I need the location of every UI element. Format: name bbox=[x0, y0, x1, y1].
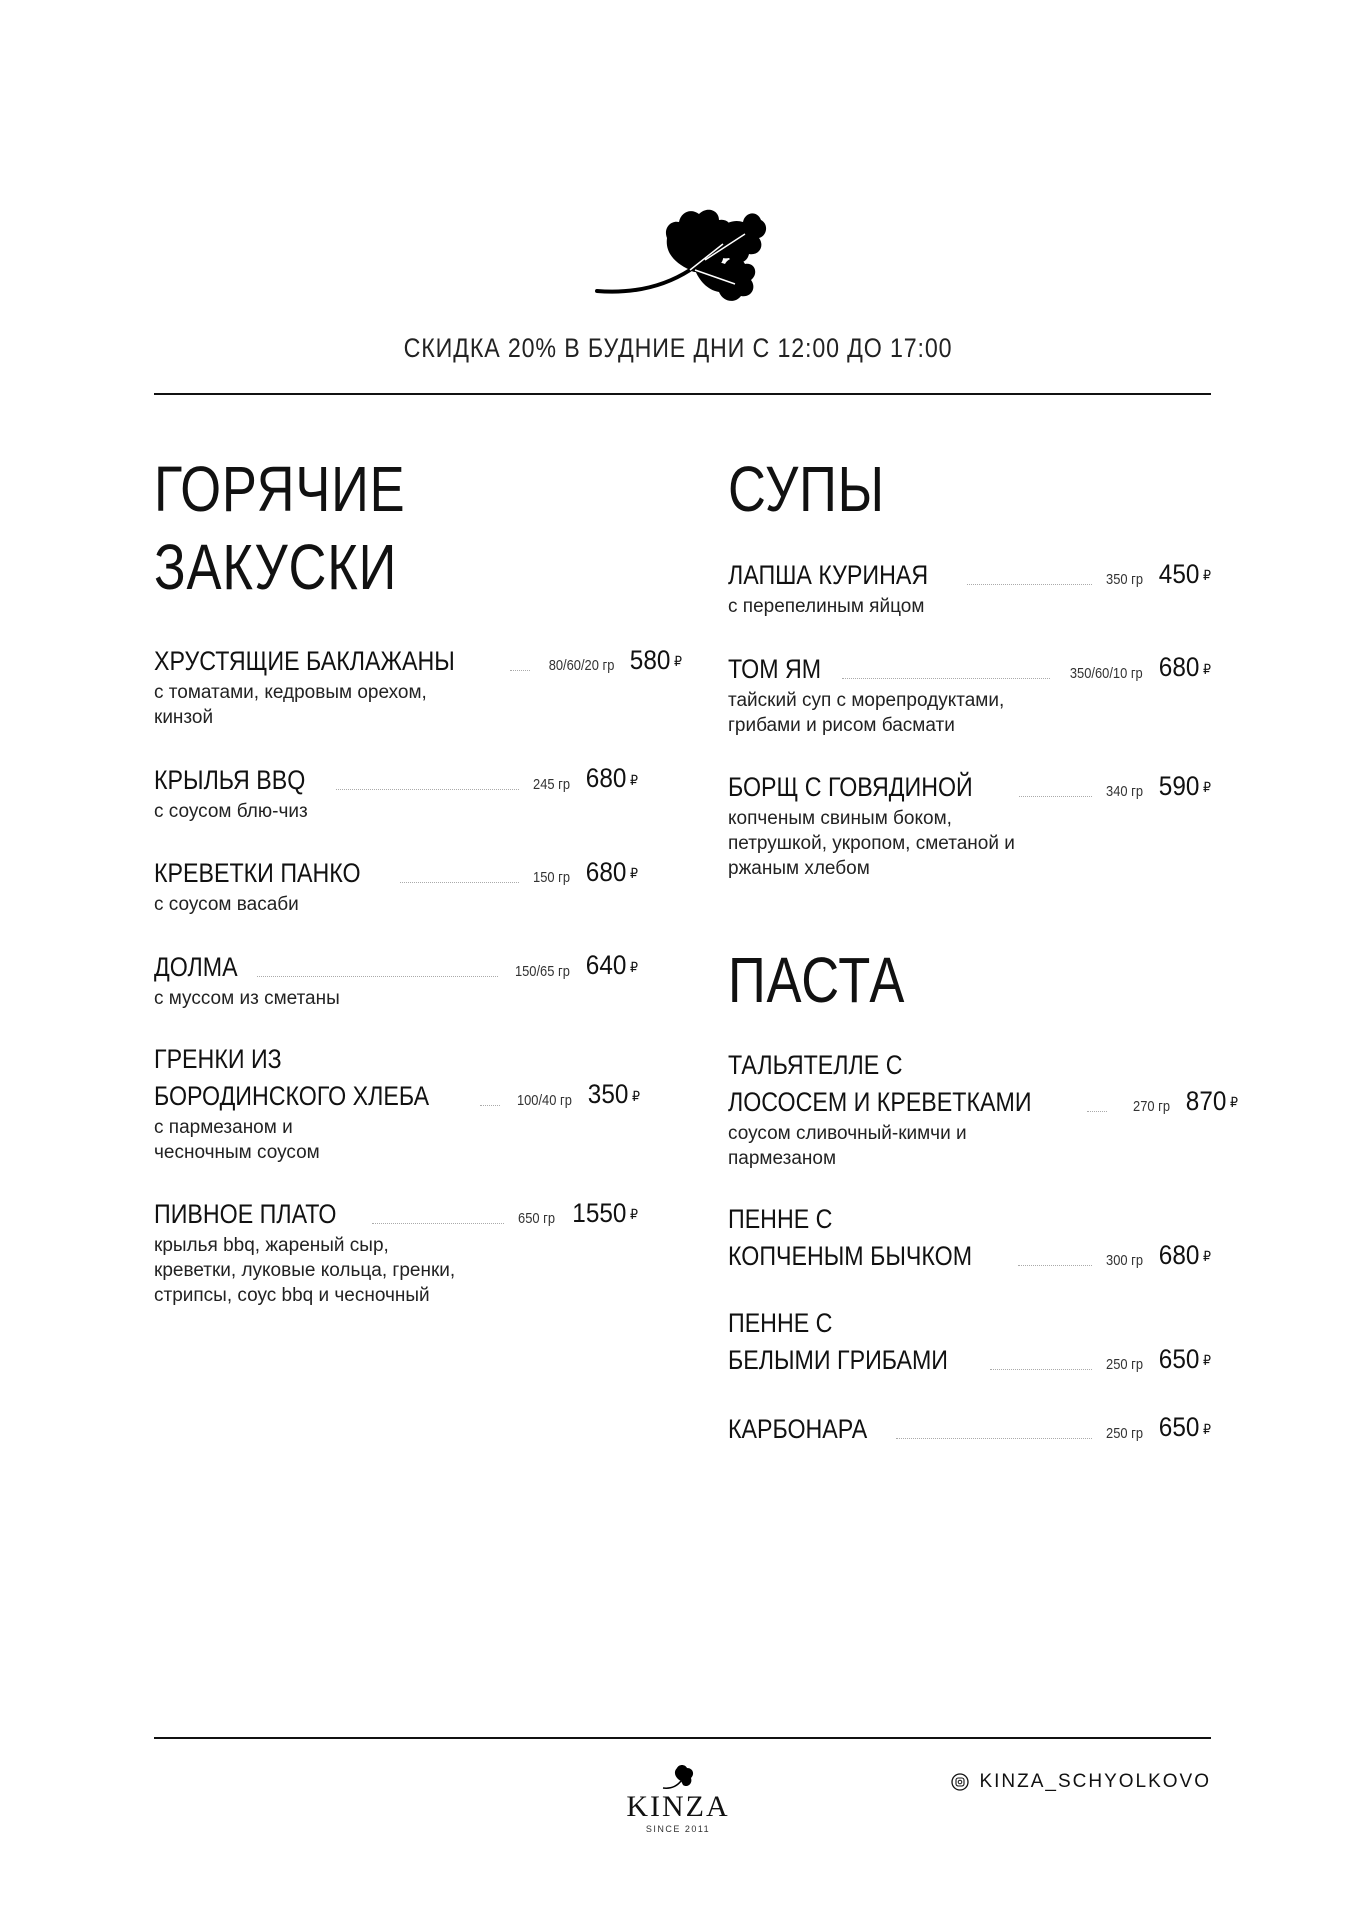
menu-item bbox=[728, 1305, 1211, 1379]
menu-item-weight: 270 гр bbox=[1132, 1098, 1170, 1116]
dot-leader bbox=[336, 789, 519, 790]
menu-item-price bbox=[588, 1076, 640, 1114]
menu-item bbox=[728, 556, 1211, 619]
ruble-sign: ₽ bbox=[1202, 1420, 1211, 1437]
menu-item-price bbox=[586, 760, 638, 798]
dot-leader bbox=[990, 1369, 1092, 1370]
menu-item-name bbox=[728, 1047, 1081, 1121]
menu-item-name-line: КРЕВЕТКИ ПАНКО bbox=[154, 858, 361, 889]
menu-item-weight: 300 гр bbox=[1106, 1252, 1144, 1270]
menu-item bbox=[154, 854, 638, 917]
price-value: 1550 bbox=[572, 1197, 627, 1228]
menu-item-name bbox=[154, 643, 504, 680]
instagram-icon bbox=[951, 1773, 969, 1791]
menu-item-name-line: ДОЛМА bbox=[154, 951, 238, 982]
menu-item bbox=[154, 1195, 638, 1308]
menu-item-weight: 100/40 гр bbox=[516, 1091, 572, 1109]
menu-item-name-line: КОПЧЕНЫМ БЫЧКОМ bbox=[728, 1241, 973, 1272]
menu-item-description bbox=[154, 1115, 638, 1165]
menu-item-name bbox=[728, 651, 836, 688]
description-line: с томатами, кедровым орехом, bbox=[154, 682, 427, 704]
menu-item-weight: 350 гр bbox=[1106, 571, 1144, 589]
menu-item-row bbox=[728, 649, 1211, 687]
menu-item-name-line: ТАЛЬЯТЕЛЛЕ С bbox=[728, 1050, 903, 1081]
ruble-sign: ₽ bbox=[629, 771, 638, 788]
cilantro-leaf-icon bbox=[595, 198, 767, 306]
leaf-icon bbox=[661, 1762, 695, 1792]
menu-item-row bbox=[154, 1041, 638, 1115]
title-line: ЗАКУСКИ bbox=[154, 531, 398, 603]
ruble-sign: ₽ bbox=[1202, 1352, 1211, 1369]
ruble-sign: ₽ bbox=[674, 653, 683, 670]
menu-item-row bbox=[154, 947, 638, 985]
description-line: тайский суп с морепродуктами, bbox=[728, 689, 1005, 711]
menu-item-row bbox=[154, 1195, 638, 1233]
description-line: чесночным соусом bbox=[154, 1141, 320, 1163]
price-value: 680 bbox=[1158, 652, 1200, 683]
dot-leader bbox=[896, 1438, 1092, 1439]
ruble-sign: ₽ bbox=[1202, 779, 1211, 796]
menu-list-pasta bbox=[728, 1047, 1238, 1447]
dot-leader bbox=[400, 882, 519, 883]
dot-leader bbox=[480, 1105, 500, 1106]
description-line: стрипсы, соус bbq и чесночный bbox=[154, 1284, 430, 1306]
menu-item-weight: 350/60/10 гр bbox=[1070, 664, 1144, 682]
menu-item bbox=[154, 947, 638, 1010]
price-value: 870 bbox=[1185, 1085, 1227, 1116]
menu-item-price bbox=[586, 854, 638, 892]
kinza-logo bbox=[618, 1762, 738, 1848]
menu-item-weight: 245 гр bbox=[533, 775, 571, 793]
price-value: 680 bbox=[1158, 1239, 1200, 1270]
menu-item-name-line: ХРУСТЯЩИЕ БАКЛАЖАНЫ bbox=[154, 646, 455, 677]
menu-item-name-line: ЛОСОСЕМ И КРЕВЕТКАМИ bbox=[728, 1087, 1032, 1118]
price-value: 350 bbox=[587, 1079, 629, 1110]
description-line: петрушкой, укропом, сметаной и bbox=[728, 833, 1015, 855]
title-line: ГОРЯЧИЕ bbox=[154, 453, 406, 525]
menu-item bbox=[728, 1409, 1211, 1447]
menu-item bbox=[728, 649, 1211, 737]
description-line: пармезаном bbox=[728, 1148, 837, 1170]
description-line: соусом сливочный-кимчи и bbox=[728, 1123, 967, 1145]
menu-item-description bbox=[154, 799, 638, 824]
description-line: с перепелиным яйцом bbox=[728, 596, 925, 618]
menu-item-name-line: ТОМ ЯМ bbox=[728, 653, 822, 684]
menu-item-name bbox=[728, 1201, 1012, 1275]
logo-since: SINCE 2011 bbox=[645, 1824, 711, 1834]
section-title-soups bbox=[728, 450, 1211, 528]
price-value: 580 bbox=[629, 645, 671, 675]
menu-item-weight: 150/65 гр bbox=[515, 962, 571, 980]
menu-item-name-line: ГРЕНКИ ИЗ bbox=[154, 1043, 282, 1074]
menu-item bbox=[154, 642, 683, 730]
menu-item-name bbox=[154, 1196, 366, 1233]
title-line: ПАСТА bbox=[728, 944, 906, 1017]
menu-item-price bbox=[1159, 1341, 1211, 1379]
menu-item-description bbox=[154, 1233, 638, 1308]
menu-item-description bbox=[728, 688, 1211, 738]
menu-item bbox=[154, 1041, 638, 1165]
dot-leader bbox=[257, 976, 498, 977]
menu-item-row bbox=[728, 768, 1211, 806]
promo-text: СКИДКА 20% В БУДНИЕ ДНИ С 12:00 ДО 17:00 bbox=[404, 333, 953, 363]
menu-item-description bbox=[154, 892, 638, 917]
ruble-sign: ₽ bbox=[631, 1087, 640, 1104]
description-line: ржаным хлебом bbox=[728, 858, 870, 880]
menu-item bbox=[154, 760, 638, 823]
dot-leader bbox=[842, 678, 1050, 679]
menu-item-weight: 150 гр bbox=[533, 869, 571, 887]
menu-item-price bbox=[1159, 1237, 1211, 1275]
description-line: с соусом блю-чиз bbox=[154, 800, 308, 822]
description-line: с соусом васаби bbox=[154, 894, 299, 916]
menu-item-row bbox=[154, 642, 683, 680]
dot-leader bbox=[967, 584, 1092, 585]
description-line: с пармезаном и bbox=[154, 1116, 293, 1138]
menu-item-name bbox=[728, 1305, 984, 1379]
menu-item-name bbox=[728, 557, 961, 594]
price-value: 590 bbox=[1158, 770, 1200, 801]
menu-item-name bbox=[154, 855, 394, 892]
menu-item-row bbox=[728, 1409, 1211, 1447]
price-value: 450 bbox=[1158, 559, 1200, 589]
menu-list-soups bbox=[728, 556, 1211, 881]
menu-item bbox=[728, 768, 1211, 881]
menu-list-hot-snacks bbox=[154, 642, 683, 1308]
menu-item-price bbox=[1159, 768, 1211, 806]
menu-item-price bbox=[586, 947, 638, 985]
column-right bbox=[728, 450, 1238, 1478]
ruble-sign: ₽ bbox=[1202, 1248, 1211, 1265]
menu-item-weight: 250 гр bbox=[1106, 1424, 1144, 1442]
column-left bbox=[154, 450, 683, 1338]
menu-item-price bbox=[1159, 649, 1211, 687]
description-line: грибами и рисом басмати bbox=[728, 714, 955, 736]
ruble-sign: ₽ bbox=[1202, 660, 1211, 677]
menu-item-weight: 80/60/20 гр bbox=[548, 657, 615, 675]
dot-leader bbox=[1019, 796, 1092, 797]
menu-item-name-line: ПЕННЕ С bbox=[728, 1204, 833, 1235]
title-line: СУПЫ bbox=[728, 453, 885, 525]
dot-leader bbox=[510, 670, 530, 671]
logo-wordmark: KINZA bbox=[626, 1790, 730, 1823]
menu-item-name bbox=[154, 1041, 474, 1115]
menu-item-name-line: КАРБОНАРА bbox=[728, 1413, 868, 1444]
menu-item-name-line: КРЫЛЬЯ BBQ bbox=[154, 764, 306, 795]
dot-leader bbox=[1018, 1265, 1092, 1266]
menu-item-row bbox=[728, 556, 1211, 594]
description-line: кинзой bbox=[154, 707, 214, 729]
price-value: 680 bbox=[585, 856, 627, 887]
menu-item-price bbox=[1159, 556, 1211, 594]
ruble-sign: ₽ bbox=[629, 1205, 638, 1222]
menu-item-row bbox=[154, 760, 638, 798]
menu-item-weight: 340 гр bbox=[1106, 783, 1144, 801]
menu-item-row bbox=[728, 1305, 1211, 1379]
price-value: 680 bbox=[585, 763, 627, 794]
menu-item-price bbox=[1159, 1409, 1211, 1447]
promo-banner bbox=[0, 333, 1357, 364]
menu-item-name-line: БЕЛЫМИ ГРИБАМИ bbox=[728, 1345, 949, 1376]
dot-leader bbox=[372, 1223, 504, 1224]
menu-item-weight: 250 гр bbox=[1106, 1356, 1144, 1374]
price-value: 640 bbox=[585, 950, 627, 981]
menu-item-price bbox=[1186, 1083, 1238, 1121]
menu-item-price bbox=[630, 642, 682, 680]
menu-item-description bbox=[728, 806, 1211, 881]
menu-item-weight: 650 гр bbox=[518, 1209, 555, 1227]
instagram-handle[interactable] bbox=[951, 1771, 1211, 1793]
menu-item-name-line: ЛАПША КУРИНАЯ bbox=[728, 560, 929, 591]
menu-item-row bbox=[728, 1201, 1211, 1275]
price-value: 650 bbox=[1158, 1412, 1200, 1443]
section-title-hot-snacks bbox=[154, 450, 638, 606]
ruble-sign: ₽ bbox=[1202, 567, 1211, 584]
menu-item-name-line: ПИВНОЕ ПЛАТО bbox=[154, 1198, 337, 1229]
divider-top bbox=[154, 393, 1211, 395]
menu-item-description bbox=[728, 594, 1211, 619]
menu-item-row bbox=[154, 854, 638, 892]
description-line: копченым свиным боком, bbox=[728, 808, 952, 830]
section-title-pasta bbox=[728, 941, 1211, 1019]
menu-item-description bbox=[154, 986, 638, 1011]
menu-item-description bbox=[154, 680, 638, 730]
price-value: 650 bbox=[1158, 1343, 1200, 1374]
divider-bottom bbox=[154, 1737, 1211, 1739]
description-line: с муссом из сметаны bbox=[154, 987, 340, 1009]
menu-item-name bbox=[728, 1411, 890, 1448]
menu-item-row bbox=[728, 1047, 1238, 1121]
menu-item-name-line: БОРОДИНСКОГО ХЛЕБА bbox=[154, 1080, 430, 1111]
ruble-sign: ₽ bbox=[1229, 1094, 1238, 1111]
ruble-sign: ₽ bbox=[629, 958, 638, 975]
ruble-sign: ₽ bbox=[629, 865, 638, 882]
menu-item bbox=[728, 1047, 1238, 1171]
menu-item-name-line: ПЕННЕ С bbox=[728, 1308, 833, 1339]
menu-item-name bbox=[154, 762, 330, 799]
menu-item-price bbox=[572, 1195, 638, 1233]
menu-item bbox=[728, 1201, 1211, 1275]
description-line: креветки, луковые кольца, гренки, bbox=[154, 1259, 456, 1281]
menu-item-description bbox=[728, 1121, 1211, 1171]
menu-item-name-line: БОРЩ С ГОВЯДИНОЙ bbox=[728, 772, 973, 803]
menu-item-name bbox=[728, 769, 1013, 806]
description-line: крылья bbq, жареный сыр, bbox=[154, 1234, 389, 1256]
menu-item-name bbox=[154, 949, 251, 986]
instagram-text: KINZA_SCHYOLKOVO bbox=[979, 1771, 1211, 1792]
dot-leader bbox=[1087, 1111, 1107, 1112]
